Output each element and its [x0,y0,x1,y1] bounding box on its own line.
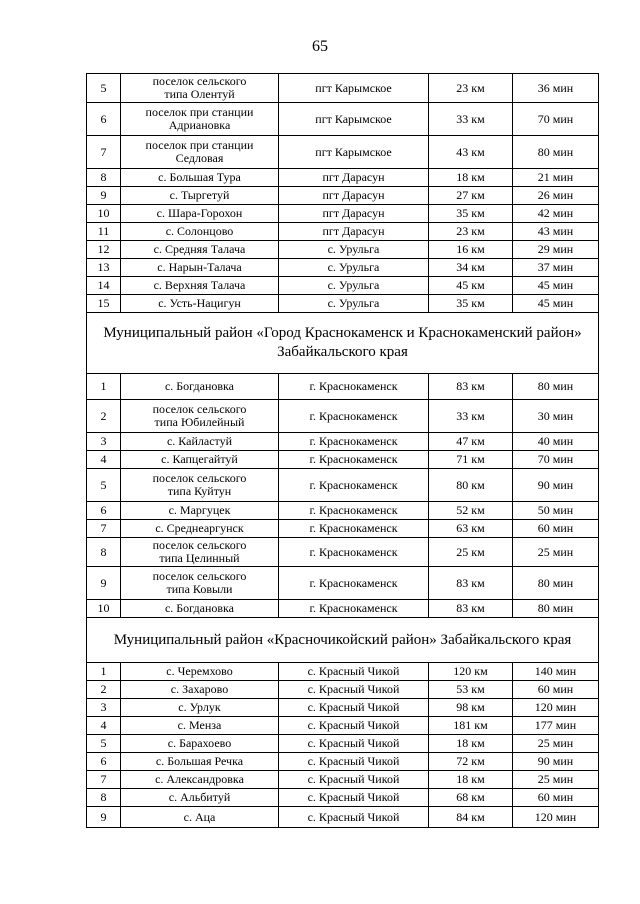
travel-time-cell: 43 мин [513,223,599,241]
row-number-cell: 5 [87,469,121,502]
settlement-cell: с. Барахоево [121,735,279,753]
table-row [87,400,599,433]
table-row [87,567,599,600]
table-row [87,277,599,295]
center-cell: пгт Дарасун [279,169,429,187]
center-cell: пгт Карымское [279,74,429,103]
center-cell: пгт Дарасун [279,223,429,241]
distance-cell: 25 км [429,538,513,567]
row-number-cell: 3 [87,433,121,451]
row-number-cell: 9 [87,567,121,600]
center-cell: г. Краснокаменск [279,469,429,502]
travel-time-cell: 21 мин [513,169,599,187]
settlement-cell: с. Альбитуй [121,789,279,807]
settlement-cell: с. Менза [121,717,279,735]
travel-time-cell: 25 мин [513,735,599,753]
settlement-cell: с. Александровка [121,771,279,789]
travel-time-cell: 29 мин [513,241,599,259]
distance-cell: 71 км [429,451,513,469]
row-number-cell: 14 [87,277,121,295]
section-title: Муниципальный район «Красночикойский район» Забайкальского края [87,618,599,663]
travel-time-cell: 25 мин [513,771,599,789]
page-number: 65 [312,38,328,55]
settlement-cell: поселок сельского типа Целинный [121,538,279,567]
table-row [87,663,599,681]
settlement-cell: поселок сельского типа Олентуй [121,74,279,103]
distance-cell: 80 км [429,469,513,502]
distance-cell: 53 км [429,681,513,699]
travel-time-cell: 50 мин [513,502,599,520]
settlement-cell: с. Черемхово [121,663,279,681]
travel-time-cell: 70 мин [513,451,599,469]
distance-cell: 35 км [429,295,513,313]
table-row [87,789,599,807]
settlement-cell: с. Верхняя Талача [121,277,279,295]
table-row [87,681,599,699]
travel-time-cell: 42 мин [513,205,599,223]
table-row [87,469,599,502]
distance-cell: 45 км [429,277,513,295]
distance-cell: 84 км [429,807,513,828]
distance-cell: 16 км [429,241,513,259]
travel-time-cell: 80 мин [513,600,599,618]
settlement-cell: с. Солонцово [121,223,279,241]
settlement-cell: с. Богдановка [121,374,279,400]
settlement-cell: поселок при станции Адриановка [121,103,279,136]
row-number-cell: 5 [87,74,121,103]
travel-time-cell: 26 мин [513,187,599,205]
travel-time-cell: 120 мин [513,807,599,828]
table-row [87,169,599,187]
settlement-cell: с. Захарово [121,681,279,699]
distance-cell: 181 км [429,717,513,735]
center-cell: с. Красный Чикой [279,807,429,828]
settlement-cell: с. Усть-Нацигун [121,295,279,313]
row-number-cell: 6 [87,502,121,520]
settlement-cell: с. Тыргетуй [121,187,279,205]
table-row [87,103,599,136]
center-cell: пгт Карымское [279,103,429,136]
table-row [87,223,599,241]
settlement-cell: поселок при станции Седловая [121,136,279,169]
distance-cell: 33 км [429,103,513,136]
center-cell: г. Краснокаменск [279,433,429,451]
row-number-cell: 9 [87,807,121,828]
table-row [87,451,599,469]
distance-cell: 35 км [429,205,513,223]
table-row [87,771,599,789]
distance-cell: 33 км [429,400,513,433]
center-cell: с. Красный Чикой [279,699,429,717]
distance-cell: 83 км [429,600,513,618]
center-cell: с. Красный Чикой [279,771,429,789]
distance-cell: 23 км [429,74,513,103]
table-row [87,520,599,538]
row-number-cell: 1 [87,663,121,681]
travel-time-cell: 37 мин [513,259,599,277]
distance-cell: 72 км [429,753,513,771]
table-row [87,538,599,567]
center-cell: с. Урульга [279,241,429,259]
table-row [87,753,599,771]
distance-cell: 34 км [429,259,513,277]
table-row [87,502,599,520]
settlements-table-body [87,74,599,828]
row-number-cell: 6 [87,103,121,136]
table-row [87,74,599,103]
row-number-cell: 8 [87,538,121,567]
settlement-cell: с. Богдановка [121,600,279,618]
center-cell: с. Урульга [279,259,429,277]
travel-time-cell: 60 мин [513,520,599,538]
table-row [87,187,599,205]
travel-time-cell: 80 мин [513,136,599,169]
travel-time-cell: 70 мин [513,103,599,136]
distance-cell: 83 км [429,567,513,600]
row-number-cell: 6 [87,753,121,771]
center-cell: г. Краснокаменск [279,567,429,600]
travel-time-cell: 90 мин [513,753,599,771]
distance-cell: 68 км [429,789,513,807]
distance-cell: 18 км [429,735,513,753]
settlement-cell: с. Маргуцек [121,502,279,520]
row-number-cell: 7 [87,136,121,169]
center-cell: с. Красный Чикой [279,681,429,699]
travel-time-cell: 60 мин [513,789,599,807]
settlement-cell: поселок сельского типа Куйтун [121,469,279,502]
row-number-cell: 4 [87,451,121,469]
travel-time-cell: 36 мин [513,74,599,103]
travel-time-cell: 25 мин [513,538,599,567]
center-cell: пгт Дарасун [279,187,429,205]
row-number-cell: 10 [87,600,121,618]
row-number-cell: 4 [87,717,121,735]
row-number-cell: 15 [87,295,121,313]
settlement-cell: с. Аца [121,807,279,828]
center-cell: г. Краснокаменск [279,374,429,400]
center-cell: г. Краснокаменск [279,502,429,520]
distance-cell: 18 км [429,169,513,187]
row-number-cell: 1 [87,374,121,400]
center-cell: с. Красный Чикой [279,753,429,771]
center-cell: г. Краснокаменск [279,400,429,433]
center-cell: с. Красный Чикой [279,717,429,735]
table-row [87,295,599,313]
section-row [87,313,599,374]
row-number-cell: 5 [87,735,121,753]
table-row [87,717,599,735]
table-row [87,699,599,717]
row-number-cell: 3 [87,699,121,717]
distance-cell: 83 км [429,374,513,400]
distance-cell: 23 км [429,223,513,241]
table-row [87,259,599,277]
distance-cell: 52 км [429,502,513,520]
row-number-cell: 13 [87,259,121,277]
settlement-cell: с. Большая Тура [121,169,279,187]
travel-time-cell: 80 мин [513,567,599,600]
table-row [87,205,599,223]
table-row [87,600,599,618]
distance-cell: 47 км [429,433,513,451]
row-number-cell: 7 [87,771,121,789]
table-row [87,433,599,451]
center-cell: г. Краснокаменск [279,451,429,469]
travel-time-cell: 140 мин [513,663,599,681]
center-cell: с. Красный Чикой [279,663,429,681]
center-cell: с. Урульга [279,295,429,313]
center-cell: с. Красный Чикой [279,789,429,807]
travel-time-cell: 30 мин [513,400,599,433]
travel-time-cell: 120 мин [513,699,599,717]
travel-time-cell: 40 мин [513,433,599,451]
travel-time-cell: 177 мин [513,717,599,735]
center-cell: с. Красный Чикой [279,735,429,753]
center-cell: пгт Дарасун [279,205,429,223]
settlement-cell: поселок сельского типа Ковыли [121,567,279,600]
row-number-cell: 10 [87,205,121,223]
center-cell: г. Краснокаменск [279,520,429,538]
row-number-cell: 11 [87,223,121,241]
settlement-cell: с. Урлук [121,699,279,717]
travel-time-cell: 60 мин [513,681,599,699]
table-row [87,735,599,753]
table-row [87,241,599,259]
travel-time-cell: 90 мин [513,469,599,502]
row-number-cell: 12 [87,241,121,259]
table-row [87,807,599,828]
center-cell: пгт Карымское [279,136,429,169]
settlements-table [86,73,599,828]
center-cell: г. Краснокаменск [279,600,429,618]
settlement-cell: с. Капцегайтуй [121,451,279,469]
distance-cell: 18 км [429,771,513,789]
distance-cell: 120 км [429,663,513,681]
distance-cell: 27 км [429,187,513,205]
section-title: Муниципальный район «Город Краснокаменск и Краснокаменский район» Забайкальского края [87,313,599,374]
section-row [87,618,599,663]
settlement-cell: с. Шара-Горохон [121,205,279,223]
travel-time-cell: 45 мин [513,277,599,295]
distance-cell: 98 км [429,699,513,717]
center-cell: с. Урульга [279,277,429,295]
travel-time-cell: 80 мин [513,374,599,400]
row-number-cell: 8 [87,789,121,807]
center-cell: г. Краснокаменск [279,538,429,567]
table-row [87,136,599,169]
settlement-cell: поселок сельского типа Юбилейный [121,400,279,433]
settlement-cell: с. Кайластуй [121,433,279,451]
row-number-cell: 2 [87,681,121,699]
settlement-cell: с. Средняя Талача [121,241,279,259]
row-number-cell: 8 [87,169,121,187]
distance-cell: 63 км [429,520,513,538]
row-number-cell: 7 [87,520,121,538]
row-number-cell: 9 [87,187,121,205]
settlement-cell: с. Нарын-Талача [121,259,279,277]
travel-time-cell: 45 мин [513,295,599,313]
row-number-cell: 2 [87,400,121,433]
distance-cell: 43 км [429,136,513,169]
settlement-cell: с. Большая Речка [121,753,279,771]
settlement-cell: с. Среднеаргунск [121,520,279,538]
table-row [87,374,599,400]
